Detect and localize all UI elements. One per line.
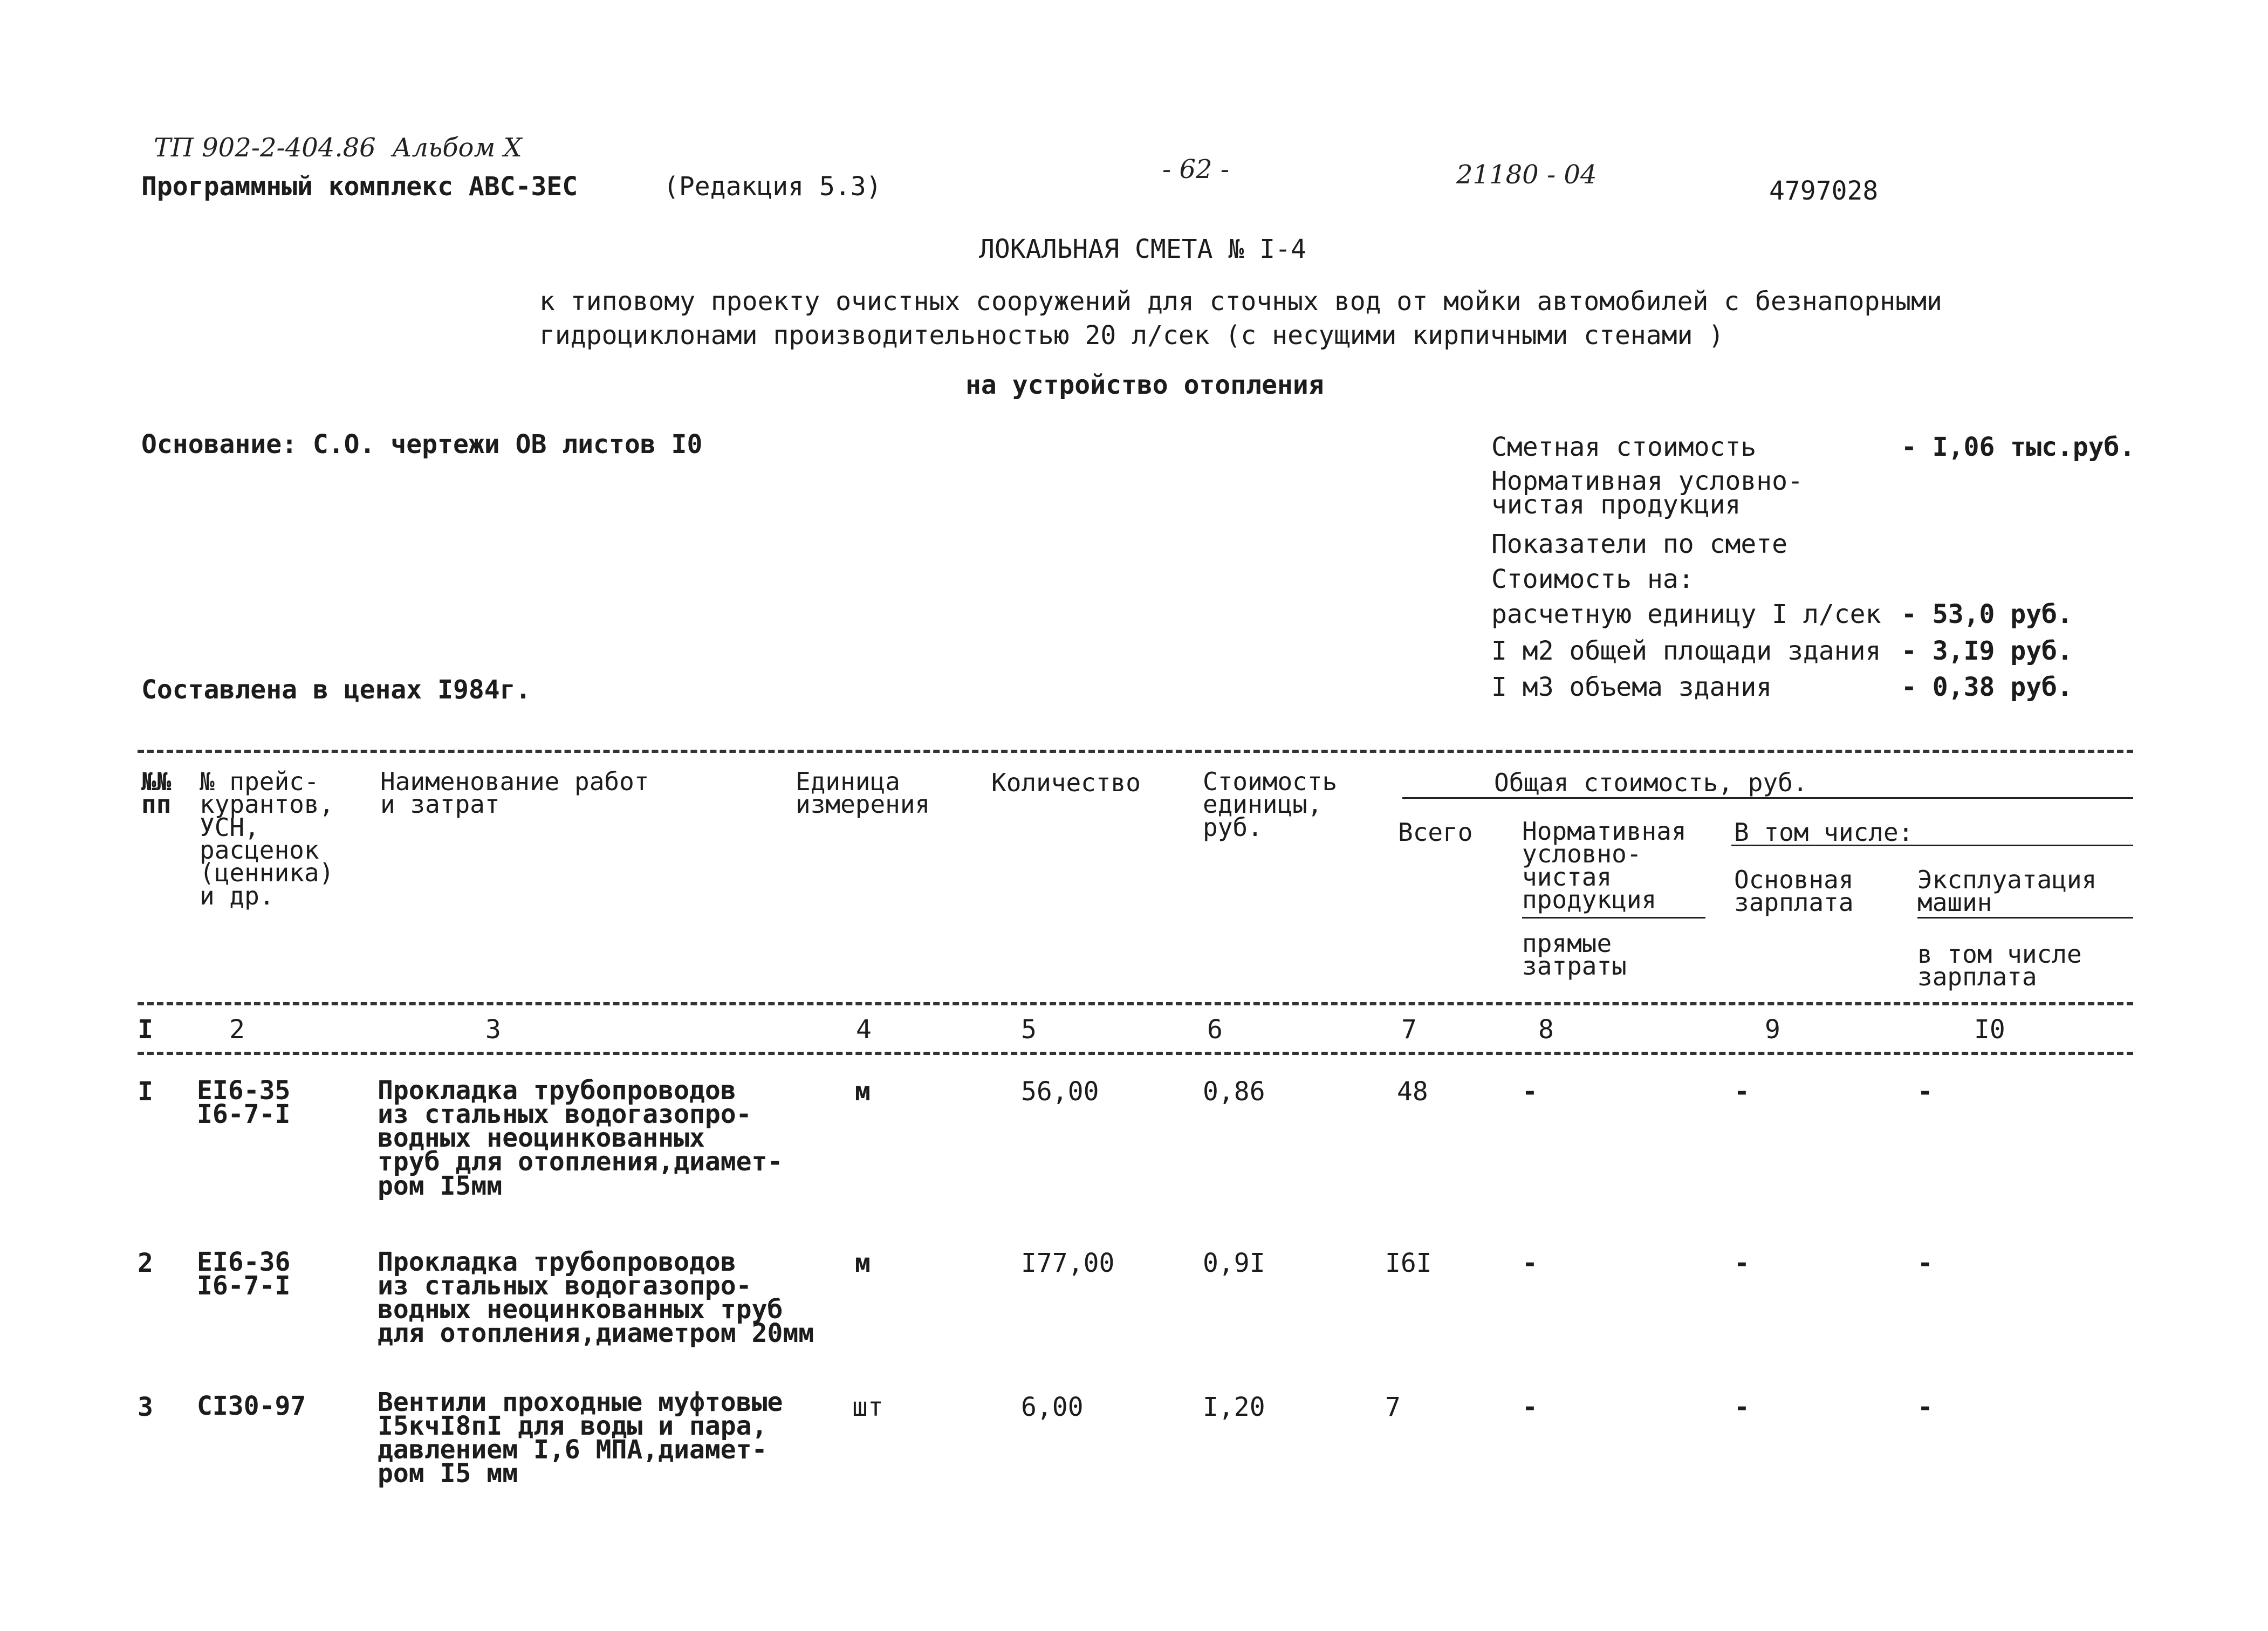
- summary-row-value: - 0,38 руб.: [1901, 672, 2073, 702]
- including-underline: [1731, 845, 2133, 846]
- header-total-cost-group: Общая стоимость, руб.: [1494, 768, 1808, 797]
- header-total: Всего: [1398, 818, 1473, 847]
- column-number: 5: [1021, 1015, 1037, 1045]
- row-machine-operation: -: [1917, 1077, 1933, 1107]
- row-machine-operation: -: [1917, 1248, 1933, 1278]
- estimate-title: ЛОКАЛЬНАЯ СМЕТА № I-4: [979, 234, 1306, 264]
- row-price-code: EI6-35 I6-7-I: [197, 1075, 291, 1130]
- header-unit: Единица измерения: [796, 767, 930, 819]
- normative-underline: [1522, 917, 1705, 919]
- summary-row-label: I м2 общей площади здания: [1491, 636, 1881, 666]
- row-quantity: 6,00: [1021, 1392, 1084, 1422]
- row-total: 48: [1397, 1077, 1428, 1107]
- row-machine-operation: -: [1917, 1392, 1933, 1422]
- row-unit: шт: [852, 1392, 883, 1422]
- column-numbers-rule: [138, 1052, 2133, 1055]
- row-unit-cost: I,20: [1203, 1392, 1265, 1422]
- column-number: 7: [1401, 1015, 1417, 1045]
- column-number: 4: [856, 1015, 872, 1045]
- column-number: 2: [229, 1015, 245, 1045]
- summary-row-value: - 3,I9 руб.: [1901, 636, 2073, 666]
- header-row-number: №№ пп: [141, 767, 172, 819]
- cost-on-label: Стоимость на:: [1491, 564, 1694, 594]
- column-number: 6: [1207, 1015, 1223, 1045]
- total-group-underline: [1402, 797, 2133, 799]
- row-normative-production: -: [1522, 1392, 1538, 1422]
- header-unit-cost: Стоимость единицы, руб.: [1203, 767, 1338, 842]
- estimate-subject: на устройство отопления: [965, 370, 1324, 400]
- header-price-list: № прейс- курантов, УСН, расценок (ценника) и др.: [200, 767, 334, 910]
- indicators-label: Показатели по смете: [1491, 529, 1788, 559]
- header-direct-costs: прямые затраты: [1522, 929, 1627, 981]
- row-quantity: I77,00: [1021, 1248, 1115, 1278]
- header-base-salary: Основная зарплата: [1734, 865, 1854, 917]
- estimated-cost-value: - I,06 тыс.руб.: [1901, 432, 2135, 462]
- summary-row-label: расчетную единицу I л/сек: [1491, 599, 1881, 629]
- row-quantity: 56,00: [1021, 1077, 1099, 1107]
- header-machine-operation: Эксплуатация машин: [1917, 865, 2097, 917]
- row-price-code: EI6-36 I6-7-I: [197, 1247, 291, 1301]
- row-work-name: Вентили проходные муфтовые I5кчI8пI для воды и пара, давлением I,6 МПА,диамет- ром I5 мм: [378, 1387, 783, 1489]
- row-unit: м: [855, 1248, 871, 1278]
- program-name: Программный комплекс АВС-3ЕС: [141, 172, 578, 202]
- edition-label: (Редакция 5.3): [663, 172, 882, 202]
- row-price-code: CI30-97: [197, 1391, 306, 1421]
- row-base-salary: -: [1734, 1392, 1750, 1422]
- row-number: 2: [138, 1248, 153, 1278]
- row-work-name: Прокладка трубопроводов из стальных водогазопро- водных неоцинкованных труб для отопления,диаметром 20мм: [378, 1247, 814, 1349]
- column-number: 3: [485, 1015, 501, 1045]
- machine-underline: [1917, 917, 2133, 919]
- row-normative-production: -: [1522, 1248, 1538, 1278]
- row-unit-cost: 0,86: [1203, 1077, 1265, 1107]
- header-including: В том числе:: [1734, 818, 1914, 847]
- column-number: 9: [1765, 1015, 1780, 1045]
- table-header-rule: [138, 1002, 2133, 1005]
- row-number: 3: [138, 1392, 153, 1422]
- row-unit-cost: 0,9I: [1203, 1248, 1265, 1278]
- row-total: 7: [1385, 1392, 1401, 1422]
- header-including-salary: в том числе зарплата: [1917, 940, 2082, 992]
- summary-row-value: - 53,0 руб.: [1901, 599, 2073, 629]
- handwritten-album-ref: ТП 902-2-404.86 Альбом X: [154, 133, 522, 163]
- column-number: I0: [1974, 1015, 2005, 1045]
- handwritten-page-number: - 62 -: [1162, 154, 1230, 184]
- prices-year-label: Составлена в ценах I984г.: [141, 675, 531, 705]
- row-work-name: Прокладка трубопроводов из стальных водогазопро- водных неоцинкованных труб для отопления,диамет- ром I5мм: [378, 1075, 783, 1201]
- table-top-rule: [138, 750, 2133, 753]
- row-normative-production: -: [1522, 1077, 1538, 1107]
- row-base-salary: -: [1734, 1077, 1750, 1107]
- title-description-line2: гидроциклонами производительностью 20 л/сек (с несущими кирпичными стенами ): [539, 320, 1724, 351]
- summary-row-label: I м3 объема здания: [1491, 672, 1772, 702]
- title-description-line1: к типовому проекту очистных сооружений для сточных вод от мойки автомобилей с безнапорными: [539, 286, 1942, 317]
- document-number: 4797028: [1769, 176, 1879, 206]
- basis-label: Основание: С.О. чертежи ОВ листов I0: [141, 429, 703, 460]
- header-quantity: Количество: [991, 768, 1141, 797]
- row-total: I6I: [1385, 1248, 1432, 1278]
- column-number: 8: [1538, 1015, 1554, 1045]
- row-unit: м: [855, 1077, 871, 1107]
- column-number: I: [138, 1015, 153, 1045]
- row-number: I: [138, 1077, 153, 1107]
- normative-production-label: Нормативная условно- чистая продукция: [1491, 466, 1803, 520]
- row-base-salary: -: [1734, 1248, 1750, 1278]
- header-normative-production: Нормативная условно- чистая продукция: [1522, 817, 1687, 914]
- handwritten-code: 21180 - 04: [1456, 160, 1597, 190]
- header-work-name: Наименование работ и затрат: [380, 767, 649, 819]
- estimated-cost-label: Сметная стоимость: [1491, 432, 1757, 462]
